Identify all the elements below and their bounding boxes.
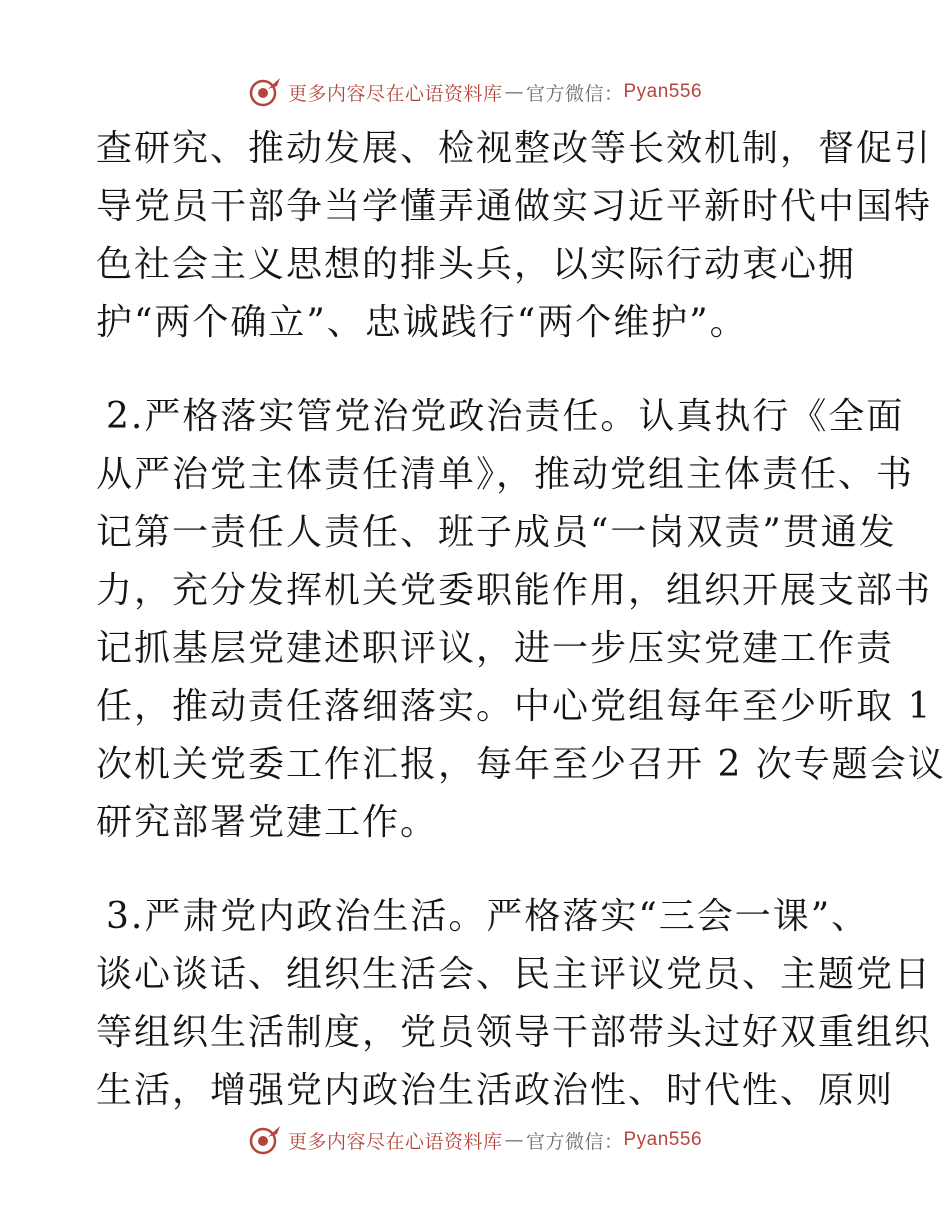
text-line: 2.严格落实管党治党政治责任。认真执行《全面 bbox=[106, 396, 905, 437]
text-line: 查研究、推动发展、检视整改等长效机制，督促引 bbox=[96, 128, 933, 169]
banner-separator: — bbox=[504, 1129, 524, 1151]
paragraph bbox=[96, 388, 946, 852]
library-text: 更多内容尽在心语资料库 bbox=[287, 82, 503, 105]
quill-logo-icon bbox=[248, 75, 282, 109]
text-line: 导党员干部争当学懂弄通做实习近平新时代中国特 bbox=[96, 186, 933, 227]
text-line: 生活，增强党内政治生活政治性、时代性、原则 bbox=[96, 1070, 895, 1111]
wechat-label: 官方微信： bbox=[525, 1130, 624, 1153]
text-line: 从严治党主体责任清单》，推动党组主体责任、书 bbox=[96, 454, 915, 495]
text-line: 记抓基层党建述职评议，进一步压实党建工作责 bbox=[96, 628, 895, 669]
text-line: 3.严肃党内政治生活。严格落实“三会一课”、 bbox=[106, 896, 870, 937]
header-banner bbox=[0, 72, 950, 112]
text-line: 记第一责任人责任、班子成员“一岗双责”贯通发 bbox=[96, 512, 897, 553]
text-line: 任，推动责任落细落实。中心党组每年至少听取 1 bbox=[96, 686, 933, 727]
footer-banner bbox=[0, 1120, 950, 1160]
paragraph bbox=[96, 120, 933, 352]
quill-logo-icon bbox=[248, 1123, 282, 1157]
banner-separator: — bbox=[504, 81, 524, 103]
wechat-id: Pyan556 bbox=[623, 81, 703, 102]
text-line: 等组织生活制度，党员领导干部带头过好双重组织 bbox=[96, 1012, 933, 1053]
text-line: 谈心谈话、组织生活会、民主评议党员、主题党日 bbox=[96, 954, 933, 995]
text-line: 力，充分发挥机关党委职能作用，组织开展支部书 bbox=[96, 570, 933, 611]
document-body bbox=[96, 120, 946, 1120]
wechat-id: Pyan556 bbox=[623, 1129, 703, 1150]
text-line: 色社会主义思想的排头兵，以实际行动衷心拥 bbox=[96, 244, 857, 285]
library-text: 更多内容尽在心语资料库 bbox=[287, 1130, 503, 1153]
text-line: 次机关党委工作汇报，每年至少召开 2 次专题会议 bbox=[96, 744, 946, 785]
text-line: 研究部署党建工作。 bbox=[96, 802, 439, 843]
text-line: 护“两个确立”、忠诚践行“两个维护”。 bbox=[96, 302, 748, 343]
wechat-label: 官方微信： bbox=[525, 82, 624, 105]
paragraph bbox=[96, 888, 933, 1120]
